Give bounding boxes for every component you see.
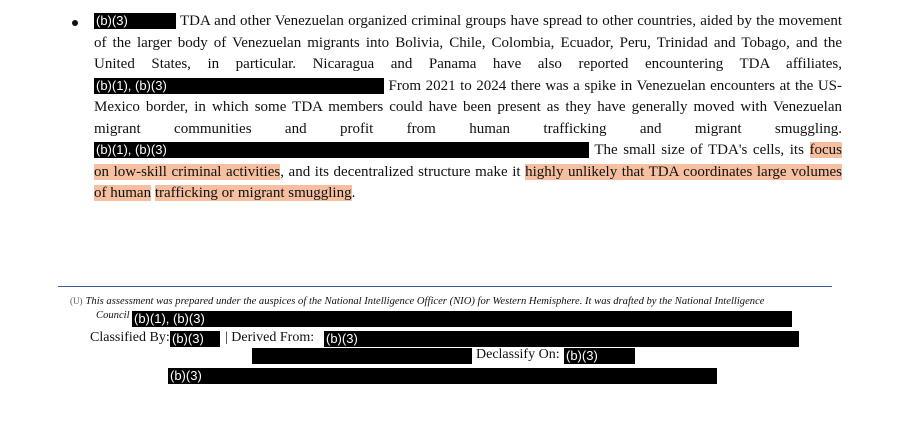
highlighted-text: highly unlikely that TDA coordinates large volumes bbox=[525, 163, 843, 180]
declassify-line bbox=[476, 347, 560, 363]
highlighted-text: focus on low-skill criminal activities bbox=[94, 142, 842, 180]
paragraph-text: From 2021 to 2024 there was a spike in Venezuelan encounters at the US-Mexico border, in which some TDA members could have been present as they have generally moved with Venezuelan migrant communities and profit from human trafficking and migrant smuggling. bbox=[94, 77, 842, 137]
paragraph-text: TDA and other Venezuelan organized criminal groups have spread to other countries, aided by the movement of the larger body of Venezuelan migrants into Bolivia, Chile, Colombia, Ecuador, Peru, Trinidad and Tobago, and the United States, in particular. Nicaragua and Panama have also reported encountering TDA affiliates, bbox=[94, 13, 842, 72]
derived-from-label: | Derived From: bbox=[225, 330, 315, 345]
redaction-box: (b)(1), (b)(3) bbox=[94, 78, 384, 94]
highlighted-text: of human bbox=[94, 185, 152, 201]
footnote-divider bbox=[58, 286, 832, 287]
bullet-paragraph bbox=[94, 11, 842, 205]
footnote-text: Council bbox=[96, 310, 130, 321]
redaction-box bbox=[252, 348, 472, 364]
classification-marker: (U) bbox=[70, 296, 83, 306]
redaction-box: (b)(3) bbox=[170, 331, 220, 347]
footnote-text: This assessment was prepared under the auspices of the National Intelligence Officer (NIO) for Western Hemisphere. It was drafted by the National Intelligence bbox=[85, 296, 765, 307]
paragraph-text: , and its decentralized structure make it bbox=[280, 163, 521, 180]
bullet-item bbox=[72, 11, 842, 205]
highlighted-text: trafficking or migrant smuggling bbox=[154, 185, 352, 201]
redaction-box: (b)(1), (b)(3) bbox=[132, 311, 792, 327]
declassify-label: Declassify On: bbox=[476, 347, 560, 362]
classified-by-label: Classified By: bbox=[90, 330, 170, 345]
redaction-box: (b)(1), (b)(3) bbox=[94, 142, 589, 158]
redaction-box: (b)(3) bbox=[168, 368, 717, 384]
redaction-box: (b)(3) bbox=[564, 348, 635, 364]
classification-line bbox=[90, 330, 170, 346]
paragraph-text: The small size of TDA's cells, its bbox=[594, 142, 804, 158]
redaction-box: (b)(3) bbox=[324, 331, 799, 347]
bullet-dot-icon bbox=[72, 20, 78, 26]
redaction-box: (b)(3) bbox=[94, 13, 176, 29]
footnote-line-2 bbox=[96, 310, 130, 321]
paragraph-text: . bbox=[351, 185, 356, 201]
footnote bbox=[70, 294, 830, 309]
